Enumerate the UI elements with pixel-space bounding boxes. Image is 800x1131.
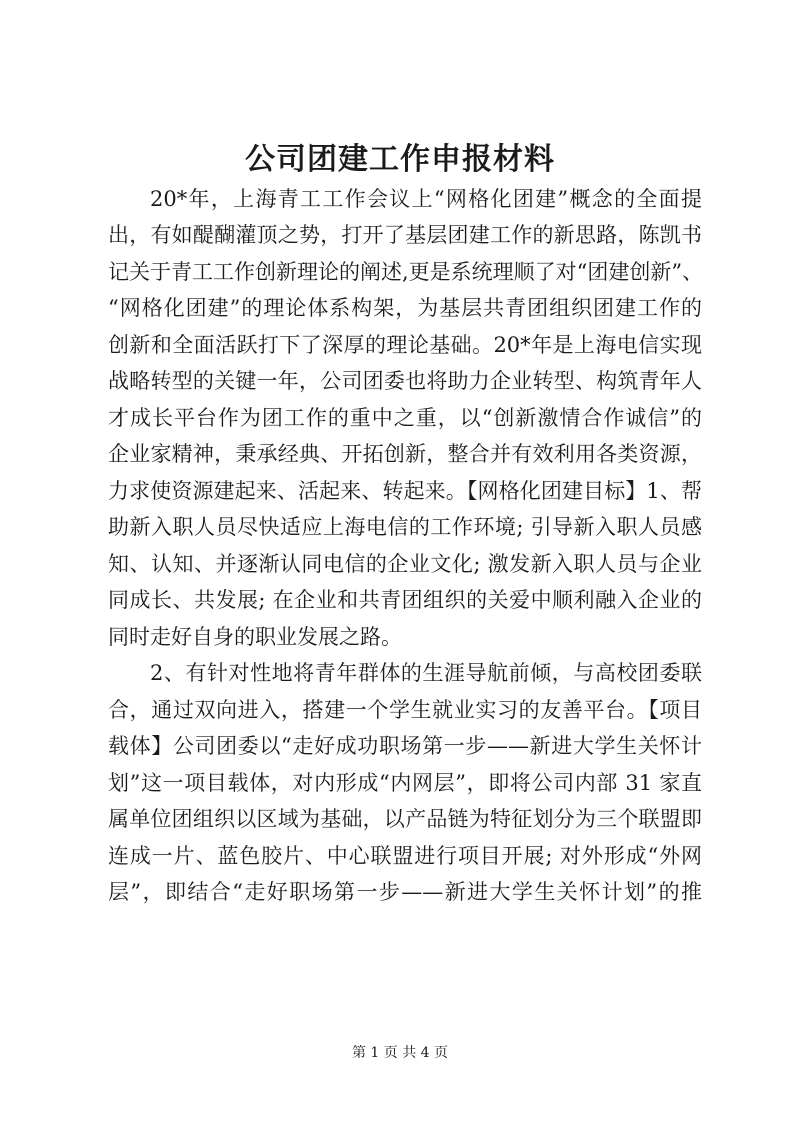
paragraph-line: 出，有如醍醐灌顶之势，打开了基层团建工作的新思路，陈凯书 [108,223,702,247]
paragraph-line: 同时走好自身的职业发展之路。 [108,625,402,649]
paragraph-line: 合，通过双向进入，搭建一个学生就业实习的友善平台。【项目 [108,698,702,722]
paragraph-line: 层”，即结合“走好职场第一步——新进大学生关怀计划”的推 [108,880,702,904]
paragraph-line: 2、有针对性地将青年群体的生涯导航前倾，与高校团委联 [150,661,702,685]
paragraph-line: 创新和全面活跃打下了深厚的理论基础。20*年是上海电信实现 [108,333,702,357]
paragraph-line: “网格化团建”的理论体系构架，为基层共青团组织团建工作的 [108,296,702,320]
document-title: 公司团建工作申报材料 [245,142,555,177]
paragraph-line: 力求使资源建起来、活起来、转起来。【网格化团建目标】1、帮 [108,479,702,503]
paragraph-line: 战略转型的关键一年，公司团委也将助力企业转型、构筑青年人 [108,369,702,393]
paragraph-line: 载体】公司团委以“走好成功职场第一步——新进大学生关怀计 [108,734,702,758]
paragraph-line: 划”这一项目载体，对内形成“内网层”，即将公司内部 31 家直 [108,771,702,795]
paragraph-line: 连成一片、蓝色胶片、中心联盟进行项目开展; 对外形成“外网 [108,844,702,868]
page-number: 第 1 页 共 4 页 [351,1045,449,1061]
paragraph-line: 助新入职人员尽快适应上海电信的工作环境; 引导新入职人员感 [108,515,702,539]
paragraph-line: 知、认知、并逐渐认同电信的企业文化; 激发新入职人员与企业 [108,552,702,576]
paragraph-line: 记关于青工工作创新理论的阐述,更是系统理顺了对“团建创新”、 [108,260,704,284]
paragraph-line: 才成长平台作为团工作的重中之重，以“创新激情合作诚信”的 [108,406,702,430]
paragraph-line: 企业家精神，秉承经典、开拓创新，整合并有效利用各类资源， [108,442,702,466]
paragraph-line: 20*年，上海青工工作会议上“网格化团建”概念的全面提 [150,187,702,211]
paragraph-line: 同成长、共发展; 在企业和共青团组织的关爱中顺利融入企业的 [108,588,702,612]
paragraph-line: 属单位团组织以区域为基础，以产品链为特征划分为三个联盟即 [108,807,702,831]
